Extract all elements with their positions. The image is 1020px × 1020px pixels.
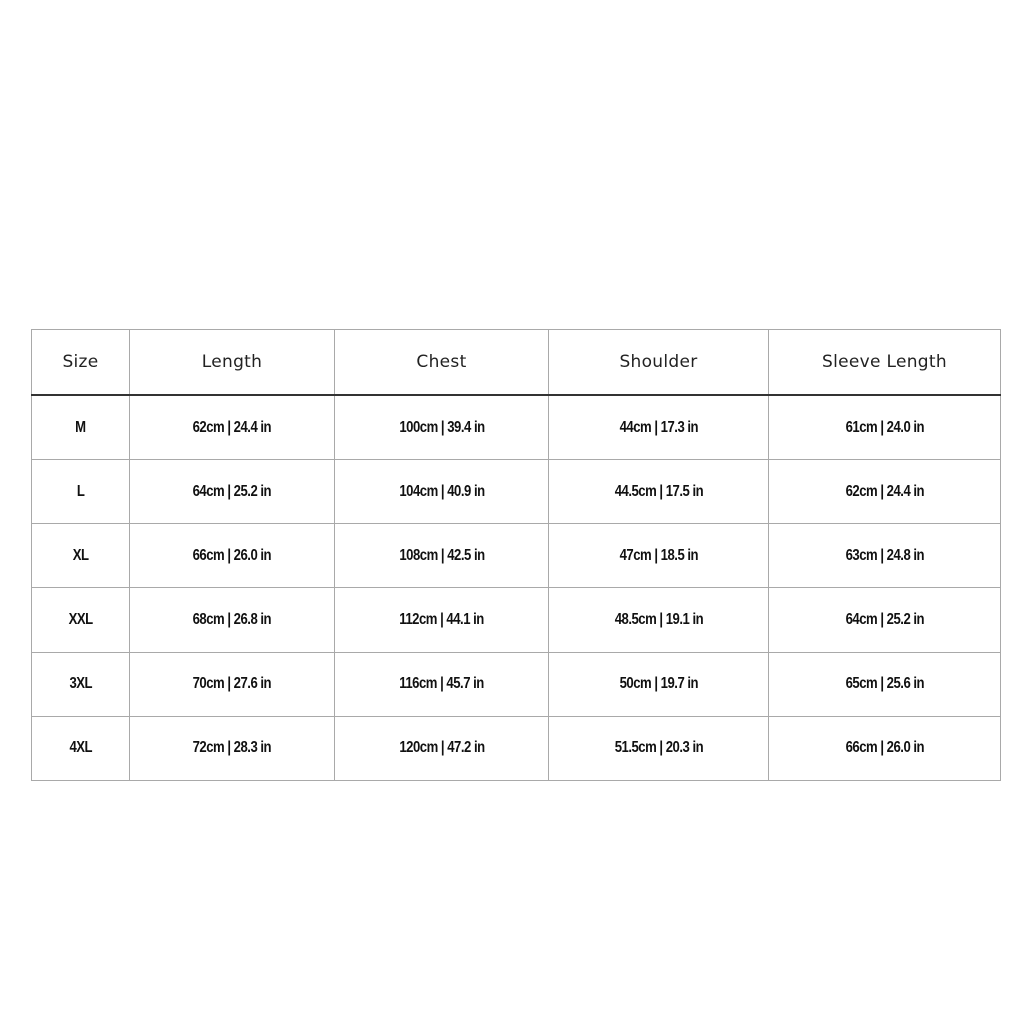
cell-size: XL [32,524,130,588]
cell-shoulder: 50cm | 19.7 in [549,652,769,716]
header-chest: Chest [335,330,549,396]
size-chart-table [31,329,1001,781]
cell-length: 64cm | 25.2 in [130,460,335,524]
cell-chest: 108cm | 42.5 in [335,524,549,588]
cell-sleeve-length: 65cm | 25.6 in [769,652,1001,716]
table-row [32,460,1001,524]
cell-chest: 116cm | 45.7 in [335,652,549,716]
cell-size: M [32,395,130,460]
cell-length: 62cm | 24.4 in [130,395,335,460]
cell-shoulder: 44.5cm | 17.5 in [549,460,769,524]
cell-length: 68cm | 26.8 in [130,588,335,652]
header-length: Length [130,330,335,396]
cell-shoulder: 47cm | 18.5 in [549,524,769,588]
table-header-row [32,330,1001,396]
cell-sleeve-length: 66cm | 26.0 in [769,716,1001,780]
cell-size: 4XL [32,716,130,780]
table-row [32,652,1001,716]
cell-size: XXL [32,588,130,652]
header-size: Size [32,330,130,396]
table-row [32,395,1001,460]
cell-length: 70cm | 27.6 in [130,652,335,716]
cell-chest: 120cm | 47.2 in [335,716,549,780]
table-row [32,588,1001,652]
header-shoulder: Shoulder [549,330,769,396]
cell-chest: 112cm | 44.1 in [335,588,549,652]
cell-length: 72cm | 28.3 in [130,716,335,780]
cell-sleeve-length: 62cm | 24.4 in [769,460,1001,524]
cell-size: L [32,460,130,524]
cell-chest: 100cm | 39.4 in [335,395,549,460]
cell-sleeve-length: 61cm | 24.0 in [769,395,1001,460]
cell-sleeve-length: 63cm | 24.8 in [769,524,1001,588]
table-row [32,716,1001,780]
cell-shoulder: 51.5cm | 20.3 in [549,716,769,780]
cell-sleeve-length: 64cm | 25.2 in [769,588,1001,652]
cell-shoulder: 44cm | 17.3 in [549,395,769,460]
cell-size: 3XL [32,652,130,716]
cell-chest: 104cm | 40.9 in [335,460,549,524]
header-sleeve-length: Sleeve Length [769,330,1001,396]
table-row [32,524,1001,588]
cell-length: 66cm | 26.0 in [130,524,335,588]
cell-shoulder: 48.5cm | 19.1 in [549,588,769,652]
